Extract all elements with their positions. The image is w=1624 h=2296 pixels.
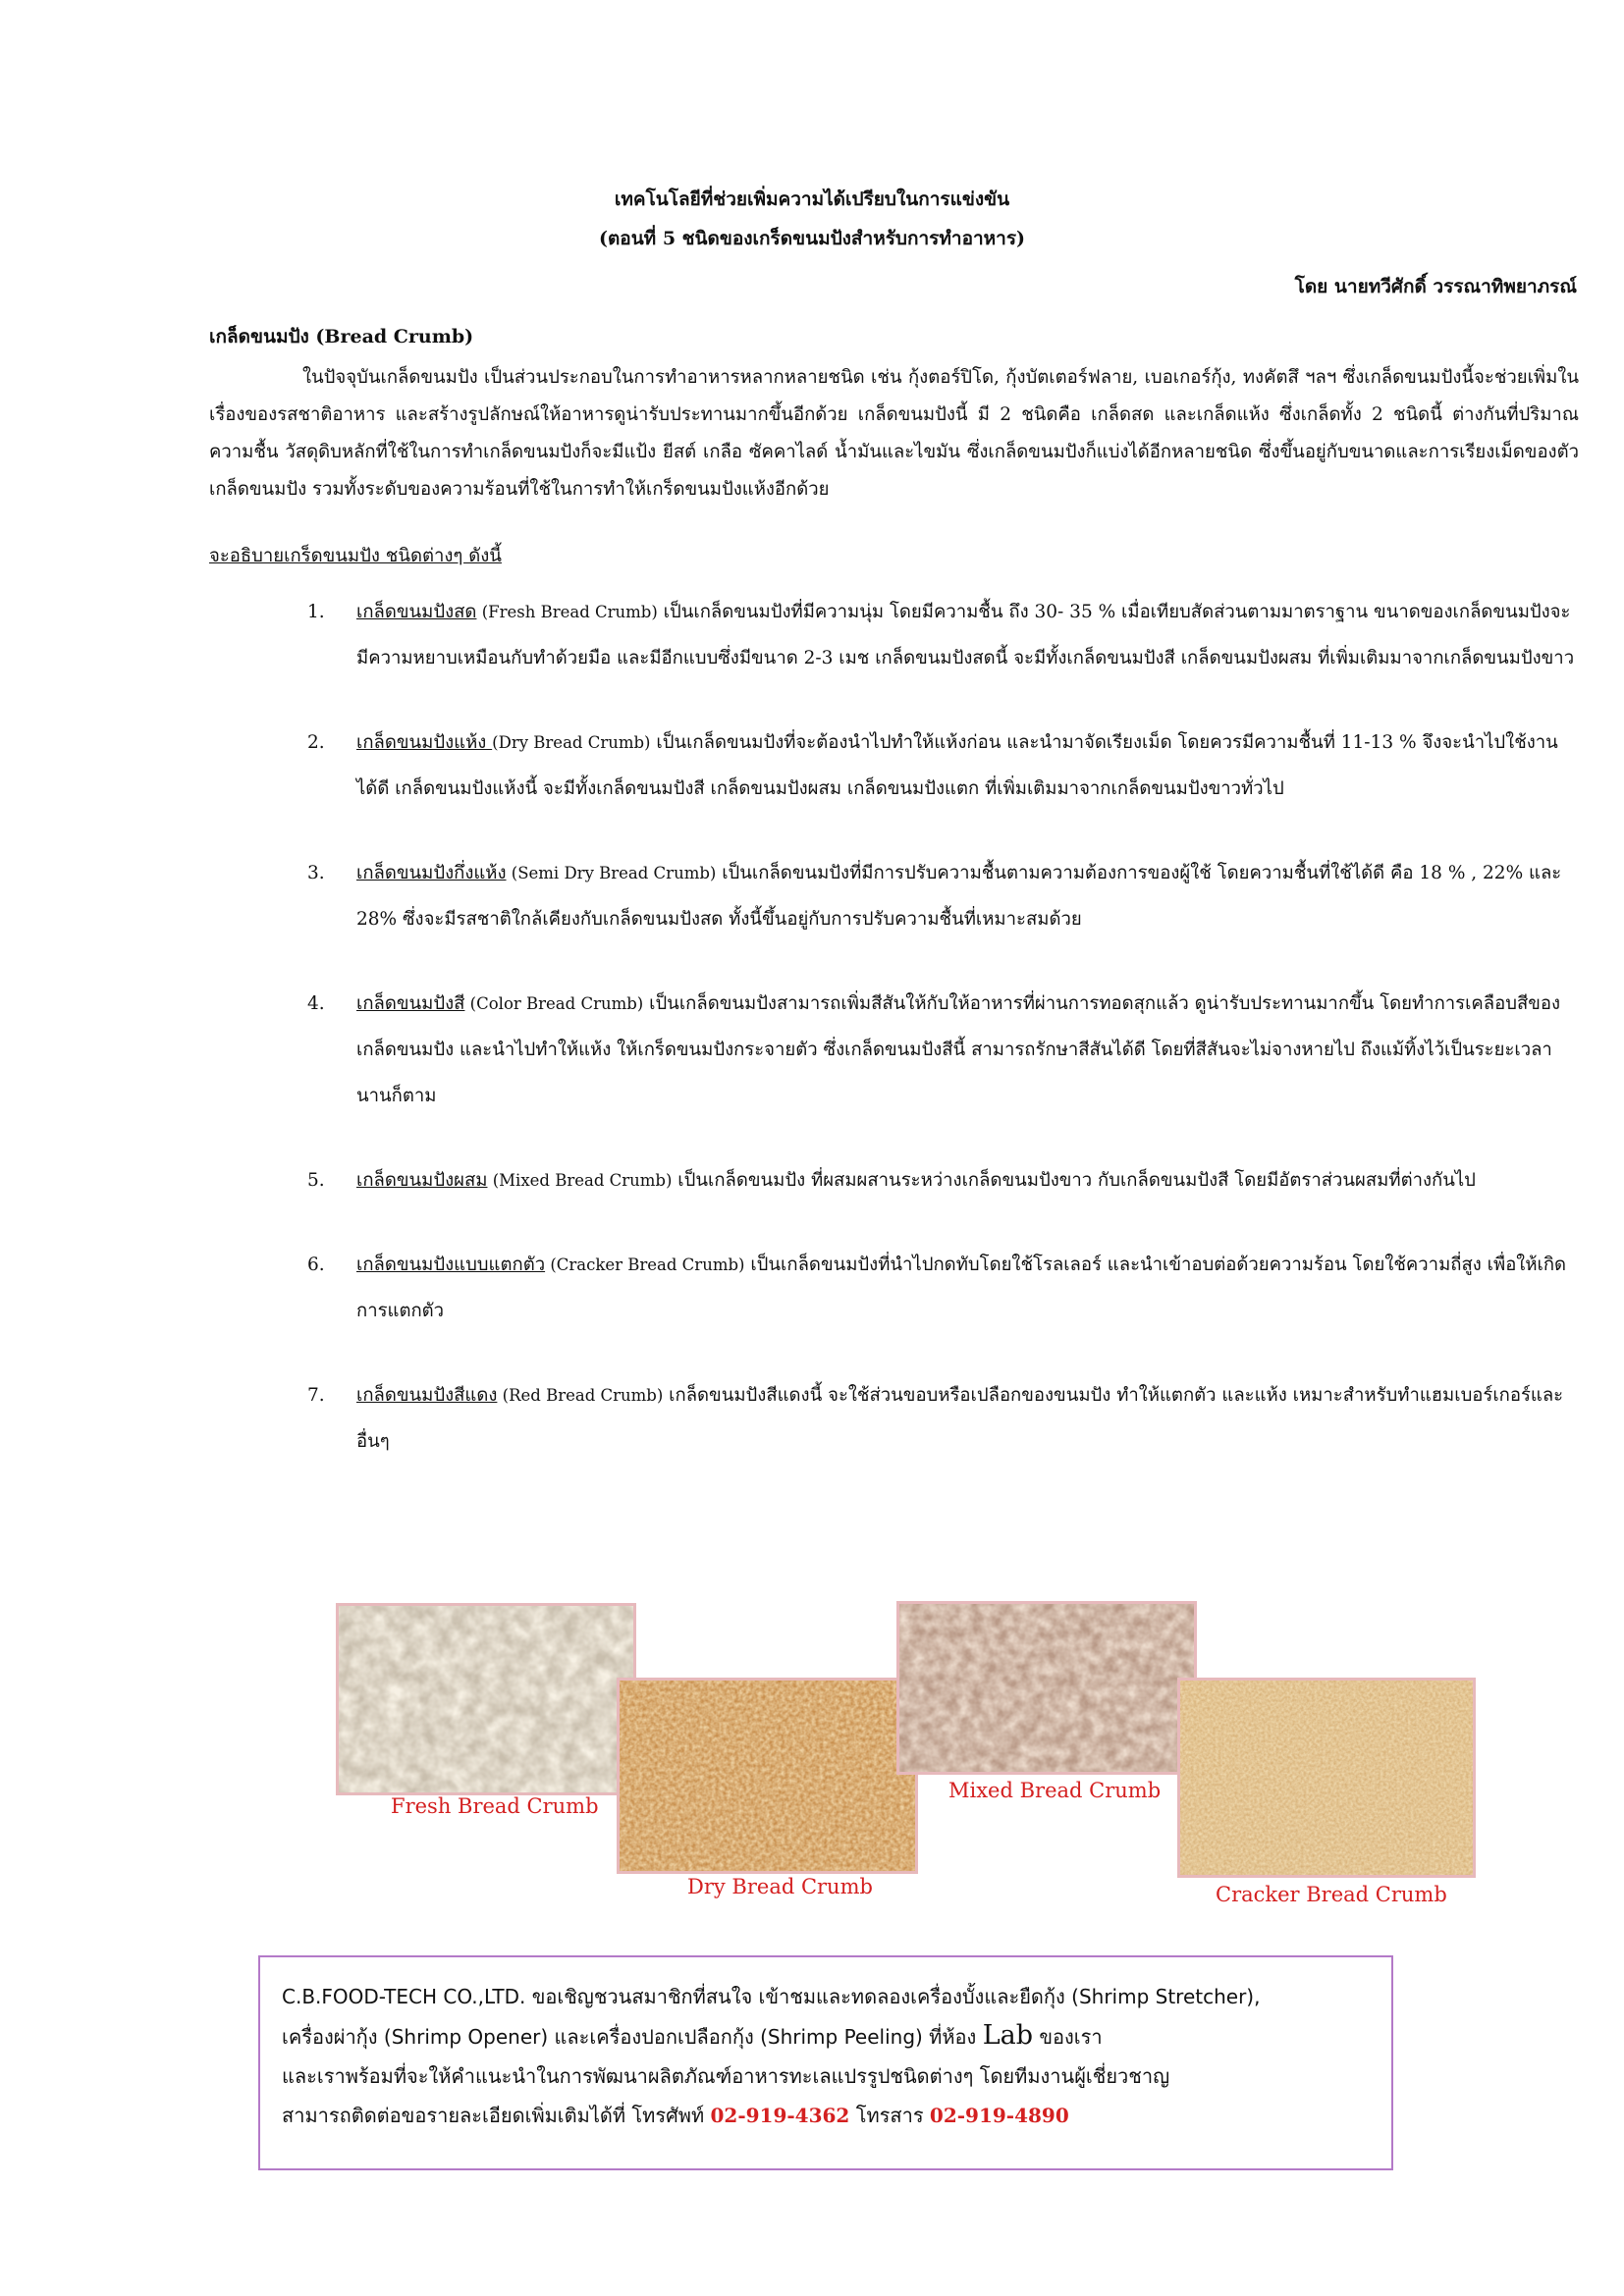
- list-item-text: เป็นเกล็ดขนมปังที่นำไปกดทับโดยใช้โรลเลอร์ และนำเข้าอบต่อด้วยความร้อน โดยใช้ความถี่สูง เพื่อให้เกิดการแตกตัว: [356, 1255, 1567, 1321]
- fresh-bread-crumb-photo: [336, 1603, 636, 1795]
- list-item-term: เกล็ดขนมปังผสม: [356, 1170, 488, 1191]
- list-item-english: (Mixed Bread Crumb): [487, 1171, 673, 1190]
- fax-label: โทรสาร: [849, 2104, 930, 2127]
- author-line: โดย นายทวีศักดิ์ วรรณาทิพยาภรณ์: [1294, 276, 1577, 297]
- fresh-bread-crumb-caption: Fresh Bread Crumb: [391, 1794, 599, 1818]
- contact-line-4-text: สามารถติดต่อขอรายละเอียดเพิ่มเติมได้ที่ โทรศัพท์: [282, 2104, 711, 2127]
- list-item-term: เกล็ดขนมปังแบบแตกตัว: [356, 1255, 546, 1275]
- list-item-english: (Dry Bread Crumb): [492, 733, 651, 752]
- list-item-term: เกล็ดขนมปังสด: [356, 602, 477, 622]
- list-item-number: 5.: [307, 1170, 325, 1191]
- contact-line-3: และเราพร้อมที่จะให้คำแนะนำในการพัฒนาผลิตภัณฑ์อาหารทะเลแปรรูปชนิดต่างๆ โดยทีมงานผู้เชี่ยวชาญ: [282, 2064, 1170, 2088]
- cracker-bread-crumb-photo: [1177, 1678, 1476, 1878]
- contact-line-2: [282, 2016, 1370, 2056]
- contact-line-2-text: เครื่องผ่ากุ้ง (Shrimp Opener) และเครื่องปอกเปลือกกุ้ง (Shrimp Peeling) ที่ห้อง: [282, 2025, 983, 2049]
- dry-bread-crumb-photo: [617, 1678, 918, 1874]
- dry-bread-crumb-caption: Dry Bread Crumb: [687, 1875, 873, 1898]
- lab-word: Lab: [982, 2020, 1033, 2051]
- list-item-number: 4.: [307, 993, 325, 1014]
- list-item-number: 1.: [307, 602, 325, 622]
- list-item-text: เกล็ดขนมปังสีแดงนี้ จะใช้ส่วนขอบหรือเปลือกของขนมปัง ทำให้แตกตัว และแห้ง เหมาะสำหรับทำแฮมเบอร์เกอร์และอื่นๆ: [356, 1385, 1564, 1452]
- fax-number: 02-919-4890: [929, 2104, 1069, 2127]
- list-item-text: เป็นเกล็ดขนมปังที่มีความนุ่ม โดยมีความชื้น ถึง 30- 35 % เมื่อเทียบสัดส่วนตามมาตราฐาน ขนาดของเกล็ดขนมปังจะมีความหยาบเหมือนกับทำด้วยมือ และมีอีกแบบซึ่งมีขนาด 2-3 เมช เกล็ดขนมปังสดนี้ จะมีทั้งเกล็ดขนมปังสี เกล็ดขนมปังผสม ที่เพิ่มเติมมาจากเกล็ดขนมปังขาว: [356, 602, 1575, 668]
- list-item-term: เกล็ดขนมปังสีแดง: [356, 1385, 498, 1406]
- list-item-english: (Red Bread Crumb): [497, 1386, 664, 1405]
- list-item-number: 6.: [307, 1255, 325, 1275]
- list-item-number: 2.: [307, 732, 325, 753]
- cracker-bread-crumb-caption: Cracker Bread Crumb: [1216, 1883, 1447, 1906]
- list-item: [209, 720, 1579, 812]
- list-item-english: (Fresh Bread Crumb): [476, 603, 658, 621]
- mixed-bread-crumb-photo: [896, 1601, 1197, 1775]
- title-block: [0, 180, 1624, 258]
- list-item-text: เป็นเกล็ดขนมปัง ที่ผสมผสานระหว่างเกล็ดขนมปังขาว กับเกล็ดขนมปังสี โดยมีอัตราส่วนผสมที่ต่างกันไป: [672, 1170, 1476, 1191]
- crumb-type-list: [209, 589, 1579, 1503]
- title-line-2: (ตอนที่ 5 ชนิดของเกร็ดขนมปังสำหรับการทำอาหาร): [598, 228, 1026, 249]
- list-item-english: (Cracker Bread Crumb): [545, 1255, 745, 1274]
- phone-number: 02-919-4362: [710, 2104, 850, 2127]
- intro-paragraph: [209, 359, 1579, 508]
- list-item: [209, 1157, 1579, 1203]
- contact-line-4: [282, 2096, 1370, 2135]
- list-item-term: เกล็ดขนมปังแห้ง: [356, 732, 493, 753]
- list-item-term: เกล็ดขนมปังกึ่งแห้ง: [356, 863, 507, 883]
- list-item-text: เป็นเกล็ดขนมปังสามารถเพิ่มสีสันให้กับให้อาหารที่ผ่านการทอดสุกแล้ว ดูน่ารับประทานมากขึ้น โดยทำการเคลือบสีของเกล็ดขนมปัง และนำไปทำให้แห้ง ให้เกร็ดขนมปังกระจายตัว ซึ่งเกล็ดขนมปังสีนี้ สามารถรักษาสีสันได้ดี โดยที่สีสันจะไม่จางหายไป ถึงแม้ทิ้งไว้เป็นระยะเวลานานก็ตาม: [356, 993, 1561, 1106]
- list-item-number: 3.: [307, 863, 325, 883]
- mixed-bread-crumb-caption: Mixed Bread Crumb: [948, 1779, 1162, 1802]
- list-item: [209, 1242, 1579, 1334]
- intro-lead: จะอธิบายเกร็ดขนมปัง ชนิดต่างๆ ดังนี้: [209, 546, 502, 566]
- list-item-english: (Color Bread Crumb): [464, 994, 644, 1013]
- list-item: [209, 1372, 1579, 1465]
- list-item: [209, 981, 1579, 1119]
- contact-line-2-end: ของเรา: [1033, 2025, 1103, 2049]
- list-item-english: (Semi Dry Bread Crumb): [506, 864, 717, 882]
- list-item: [209, 850, 1579, 942]
- list-item-number: 7.: [307, 1385, 325, 1406]
- contact-line-1: C.B.FOOD-TECH CO.,LTD. ขอเชิญชวนสมาชิกที่สนใจ เข้าชมและทดลองเครื่องบั้งและยืดกุ้ง (Shrimp Stretcher),: [282, 1985, 1261, 2008]
- section-heading: เกล็ดขนมปัง (Bread Crumb): [209, 326, 474, 347]
- list-item: [209, 589, 1579, 681]
- list-item-text: เป็นเกล็ดขนมปังที่มีการปรับความชื้นตามความต้องการของผู้ใช้ โดยความชื้นที่ใช้ได้ดี คือ 18 % , 22% และ 28% ซึ่งจะมีรสชาติใกล้เคียงกับเกล็ดขนมปังสด ทั้งนี้ขึ้นอยู่กับการปรับความชื้นที่เหมาะสมด้วย: [356, 863, 1562, 930]
- intro-text: ในปัจจุบันเกล็ดขนมปัง เป็นส่วนประกอบในการทำอาหารหลากหลายชนิด เช่น กุ้งตอร์ปิโด, กุ้งบัตเตอร์ฟลาย, เบอเกอร์กุ้ง, ทงคัตสึ ฯลฯ ซึ่งเกล็ดขนมปังนี้จะช่วยเพิ่มในเรื่องของรสชาติอาหาร และสร้างรูปลักษณ์ให้อาหารดูน่ารับประทานมากขึ้นอีกด้วย เกล็ดขนมปังนี้ มี 2 ชนิดคือ เกล็ดสด และเกล็ดแห้ง ซึ่งเกล็ดทั้ง 2 ชนิดนี้ ต่างกันที่ปริมาณความชื้น วัสดุดิบหลักที่ใช้ในการทำเกล็ดขนมปังก็จะมีแป้ง ยีสต์ เกลือ ซัคคาไลด์ น้ำมันและไขมัน ซึ่งเกล็ดขนมปังก็แบ่งได้อีกหลายชนิด ซึ่งขึ้นอยู่กับขนาดและการเรียงเม็ดของตัวเกล็ดขนมปัง รวมทั้งระดับของความร้อนที่ใช้ในการทำให้เกร็ดขนมปังแห้งอีกด้วย: [209, 367, 1579, 500]
- list-item-term: เกล็ดขนมปังสี: [356, 993, 465, 1014]
- contact-box: [258, 1955, 1393, 2170]
- title-line-1: เทคโนโลยีที่ช่วยเพิ่มความได้เปรียบในการแข่งขัน: [614, 188, 1010, 210]
- list-item-text: เป็นเกล็ดขนมปังที่จะต้องนำไปทำให้แห้งก่อน และนำมาจัดเรียงเม็ด โดยควรมีความชื้นที่ 11-13 % จึงจะนำไปใช้งานได้ดี เกล็ดขนมปังแห้งนี้ จะมีทั้งเกล็ดขนมปังสี เกล็ดขนมปังผสม เกล็ดขนมปังแตก ที่เพิ่มเติมมาจากเกล็ดขนมปังขาวทั่วไป: [356, 732, 1558, 799]
